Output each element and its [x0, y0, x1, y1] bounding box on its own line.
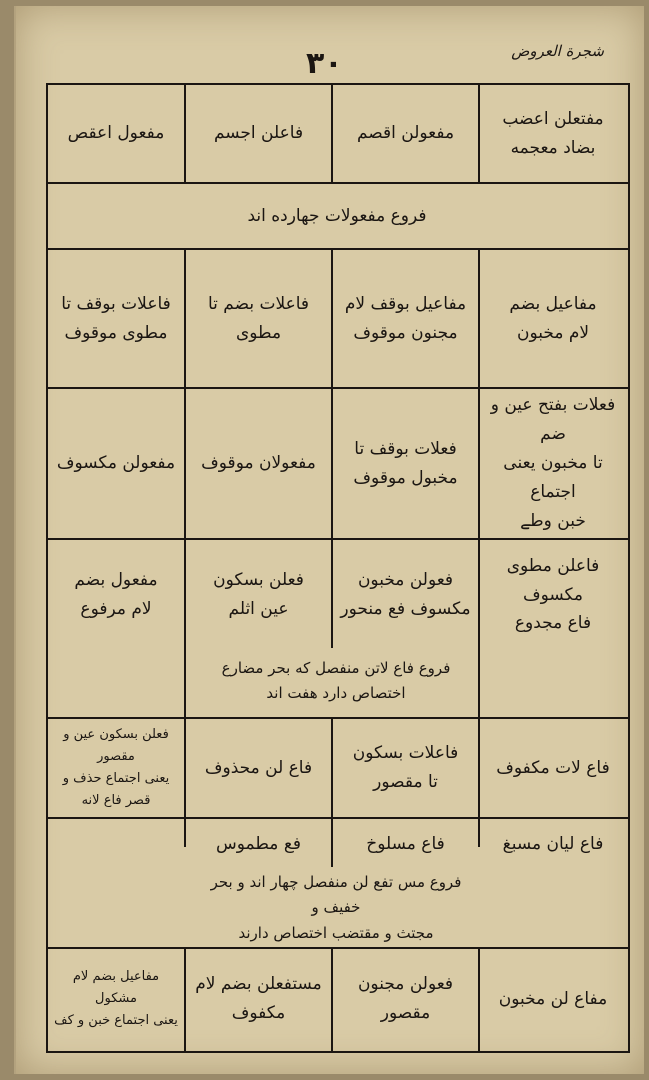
prosody-table — [46, 83, 630, 1053]
table-cell: مفعولن مکسوف — [56, 453, 176, 474]
section-note: فروع مس تفع لن منفصل چهار اند و بحر خفیف و مجتث و مقتضب اختصاص دارند — [210, 872, 462, 942]
table-cell: مفاع لن مخبون — [498, 988, 608, 1009]
table-cell: فعلن بسکون عین اثلم — [213, 570, 304, 619]
table-cell: فاعلات بضم تا مطوی — [207, 293, 310, 343]
table-cell: مفعول اعقص — [67, 123, 165, 144]
table-cell: فاع لات مکفوف — [496, 757, 610, 778]
page-number: ۳۰ — [306, 46, 343, 81]
table-cell: فعولن مخبون مکسوف فع منحور — [340, 570, 471, 619]
table-cell: فاع مسلوخ — [366, 833, 445, 854]
table-cell: مفعولن اقصم — [356, 123, 455, 144]
table-cell: فعولن مجنون مقصور — [357, 974, 454, 1023]
running-header: شجرة العروض — [511, 42, 604, 60]
table-cell: مفاعیل بوقف لام مجنون موقوف — [344, 293, 467, 343]
table-cell: فعلات بوقف تا مخبول موقوف — [353, 438, 458, 488]
table-cell: مفعولان موقوف — [201, 453, 316, 474]
table-cell: فاعلن اجسم — [213, 123, 304, 144]
table-cell — [48, 819, 184, 869]
table-cell: فاع لیان مسبغ — [502, 833, 604, 854]
table-cell: مفاعیل بضم لام مخبون — [509, 293, 597, 343]
table-cell: فاعلات بوقف تا مطوی موقوف — [61, 293, 171, 343]
table-cell: مفتعلن اعضب بضاد معجمه — [502, 108, 604, 158]
table-cell: فاعلن مطوی مکسوف فاع مجدوع — [506, 555, 600, 634]
section-heading: فروع مفعولات جهارده اند — [247, 205, 427, 226]
book-page — [14, 6, 644, 1074]
table-cell: مستفعلن بضم لام مکفوف — [195, 974, 322, 1023]
table-cell: فع مطموس — [216, 833, 301, 854]
table-cell: فاعلات بسکون تا مقصور — [352, 743, 459, 792]
table-cell: فعلن بسکون عین و مقصور یعنی اجتماع حذف و قصر فاع لانه — [62, 726, 170, 809]
table-cell: مفعول بضم لام مرفوع — [74, 570, 158, 619]
table-cell: مفاعیل بضم لام مشکول یعنی اجتماع خبن و کف — [54, 968, 178, 1029]
table-cell: فاع لن محذوف — [204, 757, 313, 778]
section-note: فروع فاع لاتن منفصل که بحر مضارع اختصاص دارد هفت اند — [221, 658, 451, 702]
table-cell: فعلات بفتح عین و ضم تا مخبون یعنی اجتماع خبن وطے — [490, 395, 616, 531]
